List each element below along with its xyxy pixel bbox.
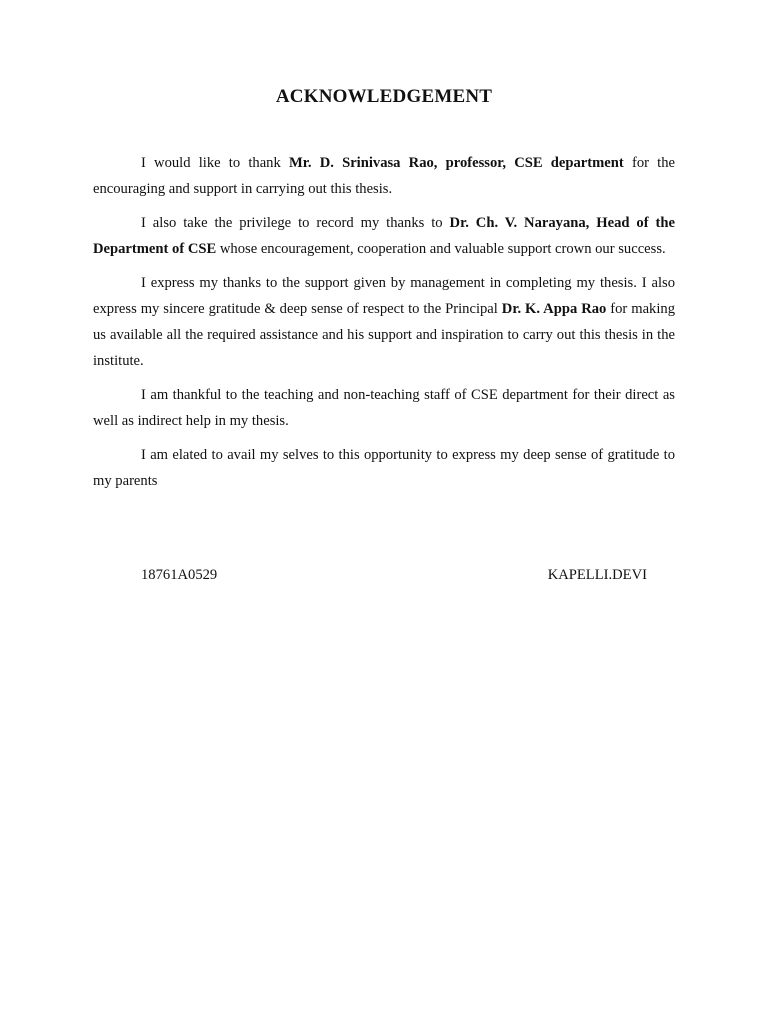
paragraph-thanks-guide (93, 150, 675, 202)
acknowledgement-body (93, 150, 675, 502)
paragraph-text: for making us available all the required assistance and his support and inspiration to carry out this thesis in the institute. (93, 301, 676, 369)
page-title: ACKNOWLEDGEMENT (275, 86, 493, 107)
paragraph-thanks-parents: I am elated to avail my selves to this opportunity to express my deep sense of gratitude to my parents (93, 447, 675, 489)
roll-number: 18761A0529 (141, 567, 218, 583)
paragraph-text: I express my thanks to the support given by management in completing my thesis. I also express my sincere gratitude & deep sense of respect to the Principal (93, 275, 675, 317)
paragraph-text: I would like to thank (141, 155, 289, 171)
principal-name: Dr. K. Appa Rao (501, 301, 607, 317)
paragraph-text: I also take the privilege to record my thanks to (141, 215, 450, 231)
hod-name: Dr. Ch. V. Narayana, Head of the Department of CSE (93, 215, 675, 257)
guide-name: Mr. D. Srinivasa Rao, professor, CSE department (288, 155, 624, 171)
paragraph-text: whose encouragement, cooperation and valuable support crown our success. (216, 241, 666, 257)
paragraph-thanks-principal (93, 270, 675, 374)
paragraph-thanks-staff: I am thankful to the teaching and non-teaching staff of CSE department for their direct as well as indirect help in my thesis. (93, 387, 675, 429)
paragraph-text: for the encouraging and support in carrying out this thesis. (93, 155, 675, 197)
author-name: KAPELLI.DEVI (547, 567, 647, 583)
signature-line (0, 562, 768, 588)
paragraph-thanks-hod (93, 210, 675, 262)
